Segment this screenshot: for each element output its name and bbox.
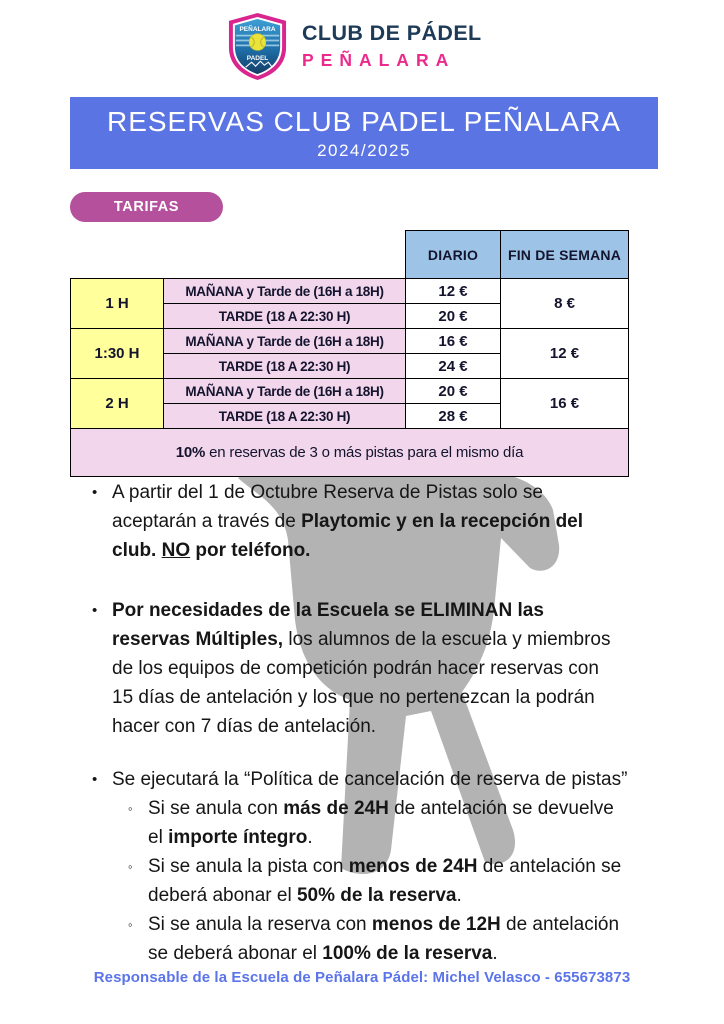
club-logo: [226, 12, 482, 81]
sub-bullet-text: Si se anula con más de 24H de antelación se devuelve el importe íntegro.: [148, 798, 614, 848]
shield-bottom-text: PADEL: [246, 54, 269, 62]
duration-cell: 1 H: [71, 279, 164, 329]
rules-text: [86, 478, 682, 968]
wordmark-line1: CLUB DE PÁDEL: [302, 21, 482, 45]
title-banner: [70, 97, 658, 169]
bullet-item: [86, 596, 682, 741]
page-title: RESERVAS CLUB PADEL PEÑALARA: [106, 105, 622, 137]
bullet-marker: •: [92, 484, 98, 501]
slot-cell: MAÑANA y Tarde de (16H a 18H): [164, 279, 406, 304]
bullet-item: [86, 765, 682, 794]
duration-cell: 2 H: [71, 379, 164, 429]
column-header-weekend: FIN DE SEMANA: [501, 231, 629, 279]
contact-footer: Responsable de la Escuela de Peñalara Pádel: Michel Velasco - 655673873: [93, 969, 631, 986]
bullet-marker: •: [92, 602, 98, 619]
tarifas-badge: TARIFAS: [70, 192, 223, 222]
price-cell: 12 €: [406, 279, 501, 304]
bullet-text: Se ejecutará la “Política de cancelación de reserva de pistas”: [112, 769, 628, 790]
price-cell: 28 €: [406, 404, 501, 429]
sub-bullet-marker: ◦: [128, 801, 133, 816]
header-spacer: [71, 231, 406, 279]
duration-cell: 1:30 H: [71, 329, 164, 379]
bullet-text: A partir del 1 de Octubre Reserva de Pistas solo se aceptarán a través de Playtomic y en la recepción del club. NO por teléfono.: [112, 482, 584, 561]
price-cell: 16 €: [406, 329, 501, 354]
club-shield-icon: [226, 12, 289, 81]
club-wordmark: [302, 12, 482, 81]
bullet-item: [86, 478, 682, 565]
wordmark-line2: PEÑALARA: [302, 50, 456, 70]
sub-bullet-item: [126, 852, 682, 910]
sub-bullet-marker: ◦: [128, 917, 133, 932]
slot-cell: MAÑANA y Tarde de (16H a 18H): [164, 379, 406, 404]
season-label: 2024/2025: [317, 140, 411, 160]
sub-bullet-item: [126, 910, 682, 968]
tennis-ball-icon: [249, 34, 266, 51]
weekend-price-cell: 12 €: [501, 329, 629, 379]
slot-cell: TARDE (18 A 22:30 H): [164, 304, 406, 329]
slot-cell: MAÑANA y Tarde de (16H a 18H): [164, 329, 406, 354]
weekend-price-cell: 8 €: [501, 279, 629, 329]
sub-bullet-text: Si se anula la reserva con menos de 12H de antelación se deberá abonar el 100% de la reserva.: [148, 914, 620, 964]
price-cell: 24 €: [406, 354, 501, 379]
weekend-price-cell: 16 €: [501, 379, 629, 429]
slot-cell: TARDE (18 A 22:30 H): [164, 404, 406, 429]
tariff-table: [70, 230, 629, 477]
bullet-marker: •: [92, 771, 98, 788]
column-header-diario: DIARIO: [406, 231, 501, 279]
sub-bullet-item: [126, 794, 682, 852]
price-cell: 20 €: [406, 304, 501, 329]
sub-bullet-marker: ◦: [128, 859, 133, 874]
bullet-text: Por necesidades de la Escuela se ELIMINAN las reservas Múltiples, los alumnos de la escuela y miembros de los equipos de competición podrán hacer reservas con 15 días de antelación y los que no pertenezcan la podrán hacer con 7 días de antelación.: [112, 600, 611, 737]
sub-bullet-text: Si se anula la pista con menos de 24H de antelación se deberá abonar el 50% de la reserva.: [148, 856, 622, 906]
slot-cell: TARDE (18 A 22:30 H): [164, 354, 406, 379]
shield-top-text: PEÑALARA: [239, 26, 276, 34]
tariff-table-wrap: [70, 230, 629, 477]
discount-note: 10% en reservas de 3 o más pistas para el mismo día: [71, 429, 629, 477]
price-cell: 20 €: [406, 379, 501, 404]
